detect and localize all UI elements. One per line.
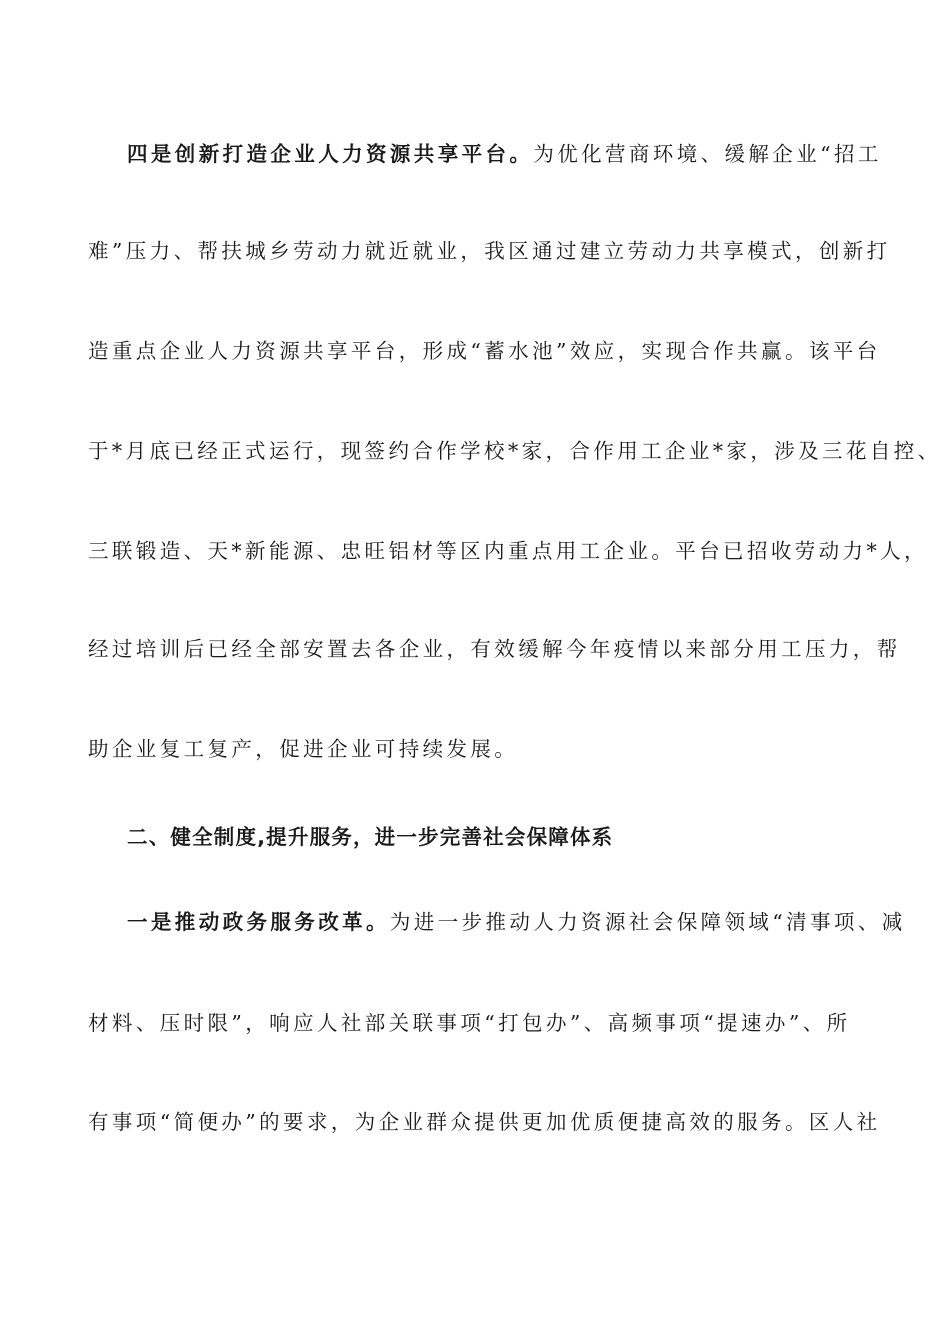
paragraph-line: 于*月底已经正式运行，现签约合作学校*家，合作用工企业*家，涉及三花自控、 xyxy=(88,439,942,463)
section-heading: 二、健全制度,提升服务，进一步完善社会保障体系 xyxy=(127,825,614,849)
paragraph-line xyxy=(127,139,882,169)
paragraph-line: 材料、压时限”，响应人社部关联事项“打包办”、高频事项“提速办”、所 xyxy=(88,1011,851,1035)
paragraph-line: 难”压力、帮扶城乡劳动力就近就业，我区通过建立劳动力共享模式，创新打 xyxy=(88,239,891,263)
paragraph-line: 造重点企业人力资源共享平台，形成“蓄水池”效应，实现合作共赢。该平台 xyxy=(88,339,881,363)
paragraph-line xyxy=(127,907,906,937)
paragraph-line: 有事项“简便办”的要求，为企业群众提供更加优质便捷高效的服务。区人社 xyxy=(88,1110,881,1134)
paragraph-line: 经过培训后已经全部安置去各企业，有效缓解今年疫情以来部分用工压力，帮 xyxy=(88,637,901,661)
paragraph-lead: 四是创新打造企业人力资源共享平台。 xyxy=(127,142,534,166)
paragraph-text: 为优化营商环境、缓解企业“招工 xyxy=(533,142,882,166)
paragraph-text: 为进一步推动人力资源社会保障领域“清事项、减 xyxy=(389,910,906,934)
paragraph-line: 助企业复工复产，促进企业可持续发展。 xyxy=(88,737,519,761)
paragraph-lead: 一是推动政务服务改革。 xyxy=(127,910,390,934)
paragraph-line: 三联锻造、天*新能源、忠旺铝材等区内重点用工企业。平台已招收劳动力*人， xyxy=(88,539,928,563)
